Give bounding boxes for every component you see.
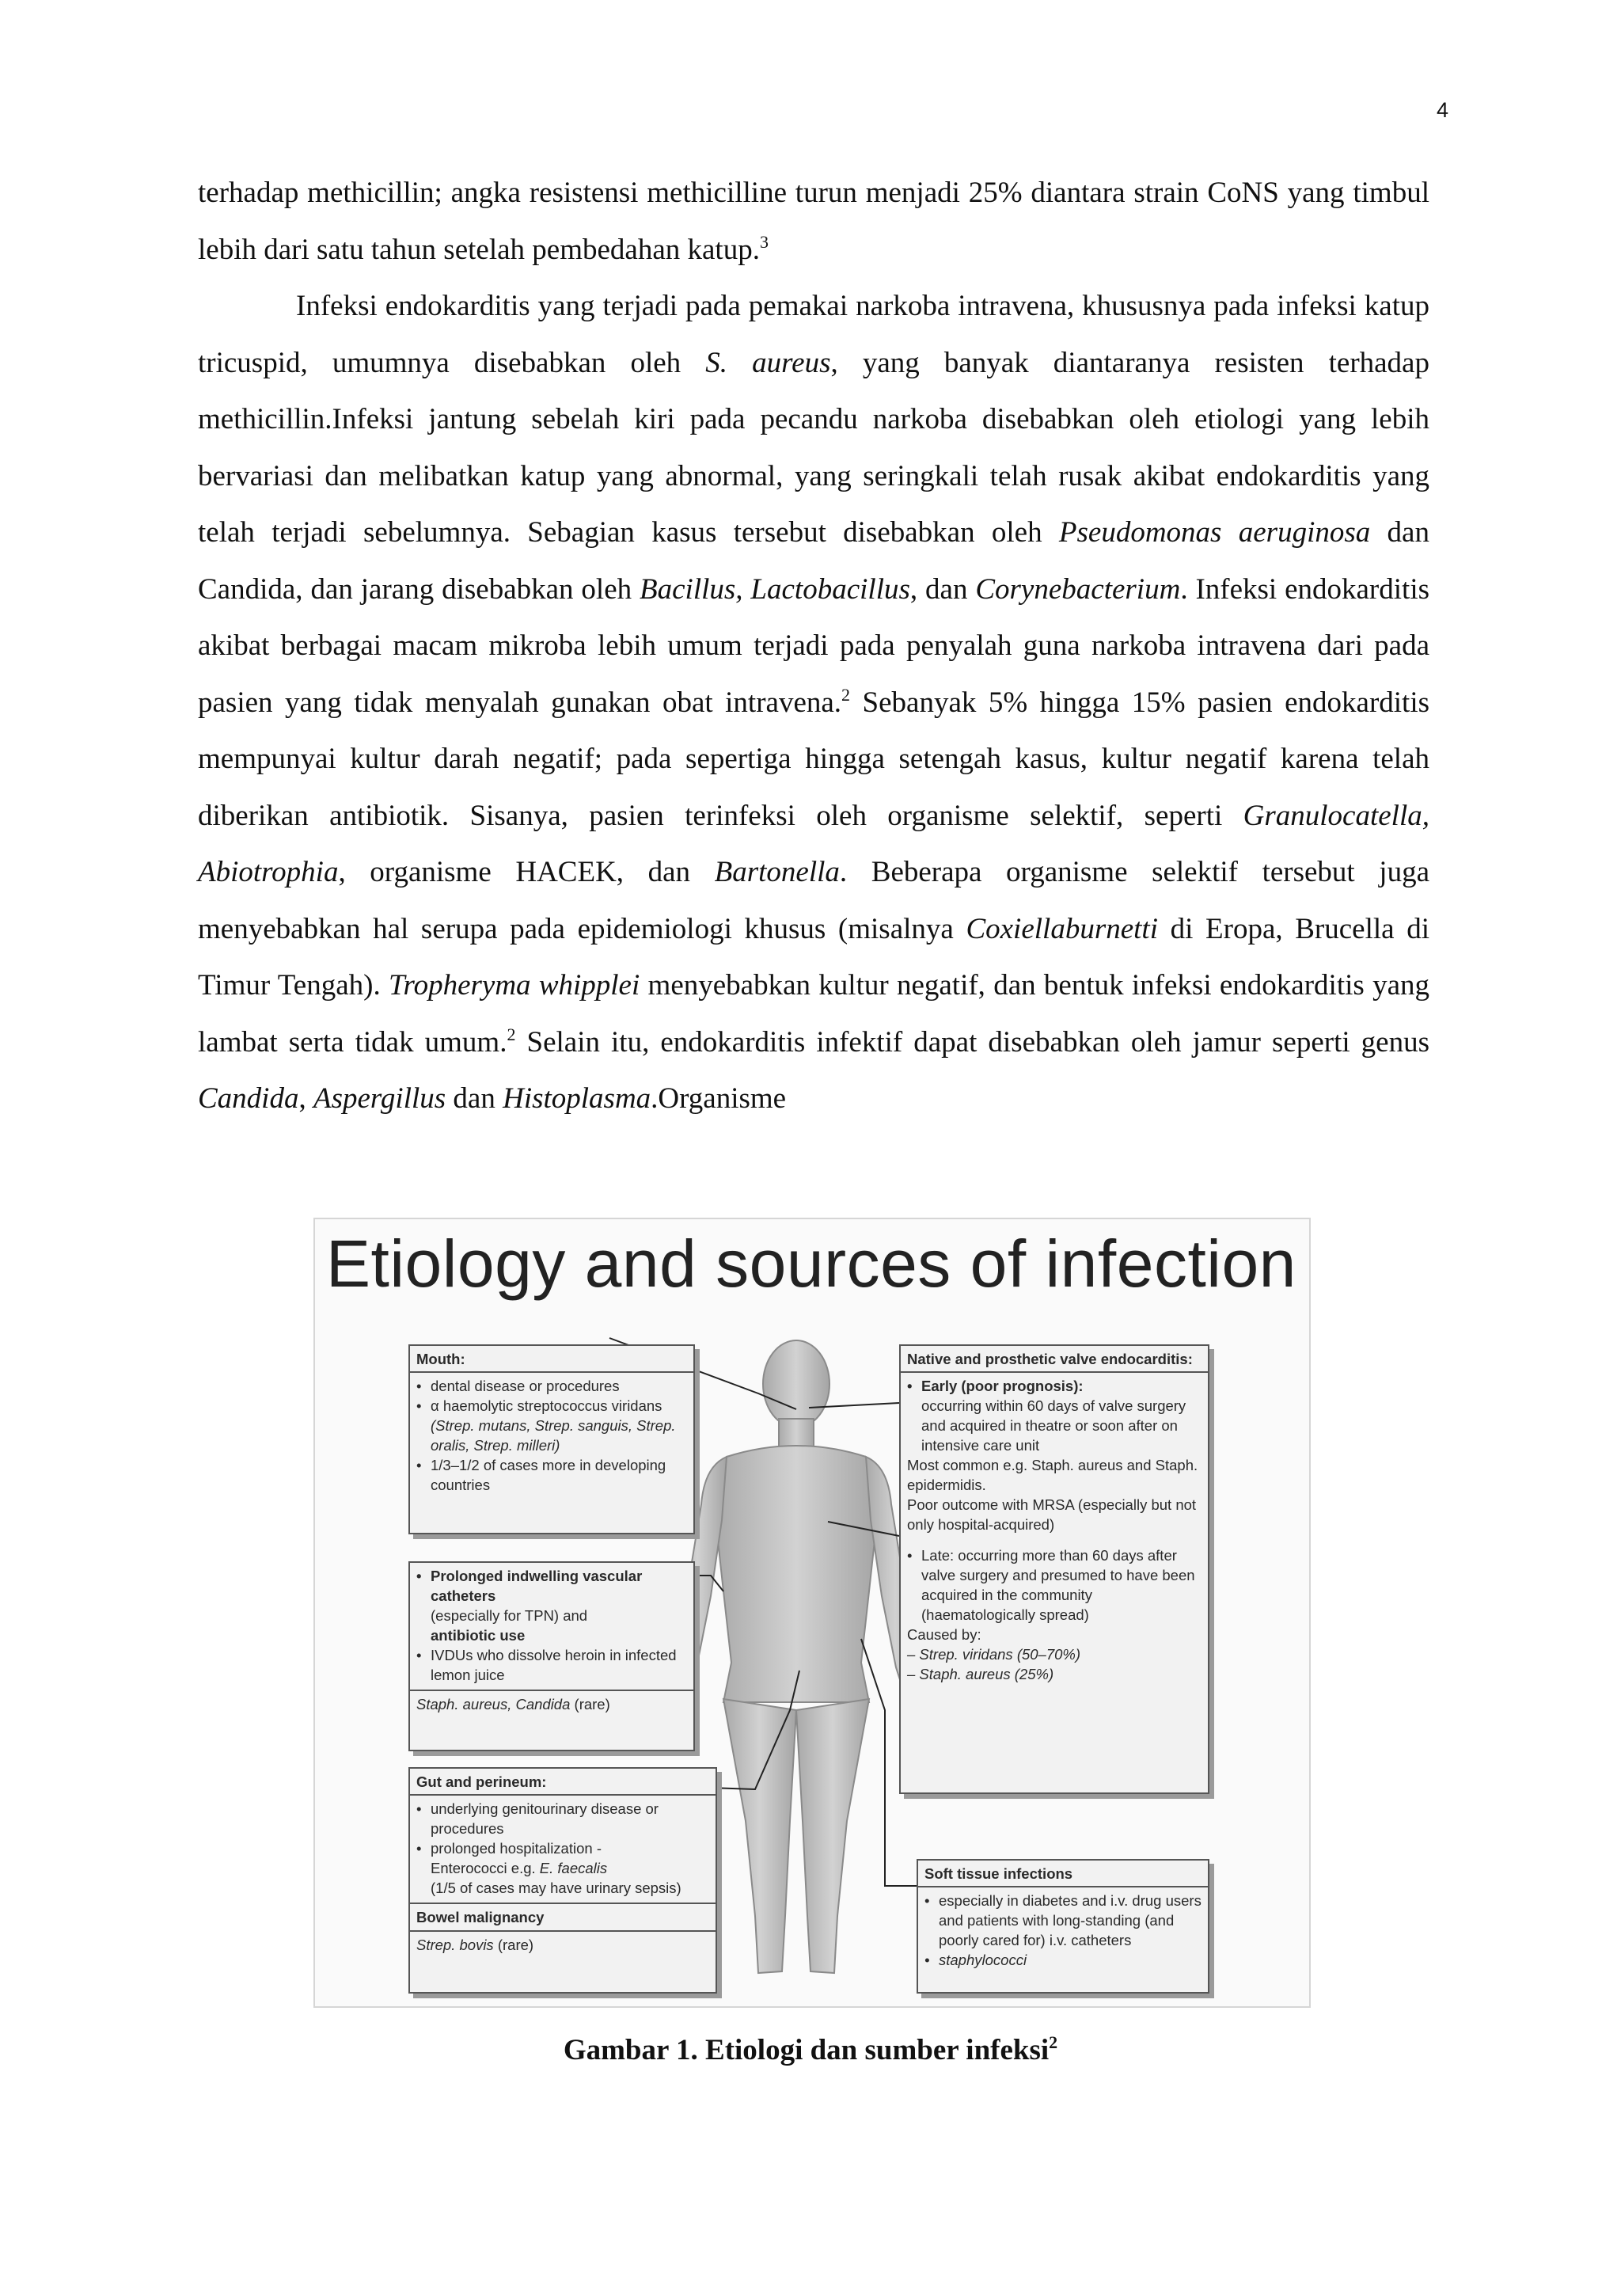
- mouth-box: [408, 1344, 695, 1534]
- catheter-item: • IVDUs who dissolve heroin in infected lemon juice: [416, 1645, 687, 1685]
- paragraph-1: terhadap methicillin; angka resistensi methicilline turun menjadi 25% diantara strain CoNS yang timbul lebih dari satu tahun setelah pembedahan katup.$^3$: [198, 177, 1429, 266]
- bowel-organisms: Strep. bovis (rare): [410, 1930, 716, 1958]
- catheter-organisms: Staph. aureus, Candida (rare): [410, 1690, 693, 1717]
- valve-box: [899, 1344, 1209, 1794]
- citation: 2: [507, 1024, 516, 1044]
- bowel-malignancy-header: Bowel malignancy: [410, 1903, 716, 1930]
- catheter-item-detail: (especially for TPN) and: [431, 1607, 588, 1624]
- valve-early: • Early (poor prognosis):: [907, 1376, 1202, 1396]
- citation: 3: [759, 231, 769, 252]
- soft-tissue-box: [917, 1859, 1209, 1994]
- page-number: 4: [1436, 98, 1448, 122]
- catheter-item-detail: antibiotic use: [431, 1627, 526, 1644]
- catheter-item: • Prolonged indwelling vascular catheters: [416, 1566, 687, 1606]
- body-text: [198, 165, 1429, 1127]
- gut-item: • underlying genitourinary disease or procedures: [416, 1799, 709, 1838]
- soft-tissue-item: • staphylococci: [924, 1950, 1202, 1970]
- valve-caused: Caused by:: [907, 1626, 981, 1643]
- valve-outcome: Poor outcome with MRSA (especially but not only hospital-acquired): [907, 1496, 1197, 1533]
- mouth-item: • 1/3–1/2 of cases more in developing countries: [416, 1455, 687, 1495]
- mouth-item: • α haemolytic streptococcus viridans: [416, 1396, 687, 1416]
- gut-item-detail: Enterococci e.g. E. faecalis: [431, 1860, 608, 1876]
- paragraph-2: Infeksi endokarditis yang terjadi pada pemakai narkoba intravena, khususnya pada infeksi katup tricuspid, umumnya disebabkan oleh S. aureus, yang banyak diantaranya resisten terhadap methicillin.Infeksi jantung sebelah kiri pada pecandu narkoba disebabkan oleh etiologi yang lebih bervariasi dan melibatkan katup yang abnormal, yang seringkali telah rusak akibat endokarditis yang telah terjadi sebelumnya. Sebagian kasus tersebut disebabkan oleh Pseudomonas aeruginosa dan Candida, dan jarang disebabkan oleh Bacillus, Lactobacillus, dan Corynebacterium. Infeksi endokarditis akibat berbagai macam mikroba lebih umum terjadi pada penyalah guna narkoba intravena dari pada pasien yang tidak menyalah gunakan obat intravena.$^2$ Sebanyak 5% hingga 15% pasien endokarditis mempunyai kultur darah negatif; pada sepertiga hingga setengah kasus, kultur negatif karena telah diberikan antibiotik. Sisanya, pasien terinfeksi oleh organisme selektif, seperti Granulocatella, Abiotrophia, organisme HACEK, dan Bartonella. Beberapa organisme selektif tersebut juga menyebabkan hal serupa pada epidemiologi khusus (misalnya Coxiellaburnetti di Eropa, Brucella di Timur Tengah). Tropheryma whipplei menyebabkan kultur negatif, dan bentuk infeksi endokarditis yang lambat serta tidak umum.$^2$ Selain itu, endokarditis infektif dapat disebabkan oleh jamur seperti genus Candida, Aspergillus dan Histoplasma.Organisme: [198, 290, 1429, 1115]
- mouth-species: (Strep. mutans, Strep. sanguis, Strep. oralis, Strep. milleri): [431, 1417, 676, 1454]
- citation: 2: [1049, 2032, 1058, 2052]
- figure-caption: Gambar 1. Etiologi dan sumber infeksi$^2$: [563, 2032, 1058, 2066]
- citation: 2: [841, 684, 851, 705]
- valve-cause: – Strep. viridans (50–70%): [907, 1646, 1081, 1663]
- mouth-item: • dental disease or procedures: [416, 1376, 687, 1396]
- valve-cause: – Staph. aureus (25%): [907, 1666, 1054, 1682]
- gut-item-detail: (1/5 of cases may have urinary sepsis): [431, 1880, 681, 1896]
- valve-common: Most common e.g. Staph. aureus and Staph. epidermidis.: [907, 1457, 1198, 1493]
- catheter-box: [408, 1561, 695, 1751]
- soft-tissue-item: • especially in diabetes and i.v. drug users and patients with long-standing (and poorly cared for) i.v. catheters: [924, 1891, 1202, 1950]
- valve-early-detail: occurring within 60 days of valve surgery and acquired in theatre or soon after on intensive care unit: [921, 1397, 1186, 1454]
- figure-title: Etiology and sources of infection: [326, 1226, 1296, 1301]
- soft-tissue-header: Soft tissue infections: [918, 1861, 1208, 1887]
- gut-header: Gut and perineum:: [410, 1769, 716, 1796]
- valve-late: • Late: occurring more than 60 days after valve surgery and presumed to have been acquired in the community (haematologically spread): [907, 1545, 1202, 1625]
- valve-header: Native and prosthetic valve endocarditis:: [901, 1346, 1208, 1373]
- etiology-figure: [313, 1218, 1311, 2008]
- mouth-header: Mouth:: [410, 1346, 693, 1373]
- gut-item: • prolonged hospitalization -: [416, 1838, 709, 1858]
- gut-box: [408, 1767, 717, 1994]
